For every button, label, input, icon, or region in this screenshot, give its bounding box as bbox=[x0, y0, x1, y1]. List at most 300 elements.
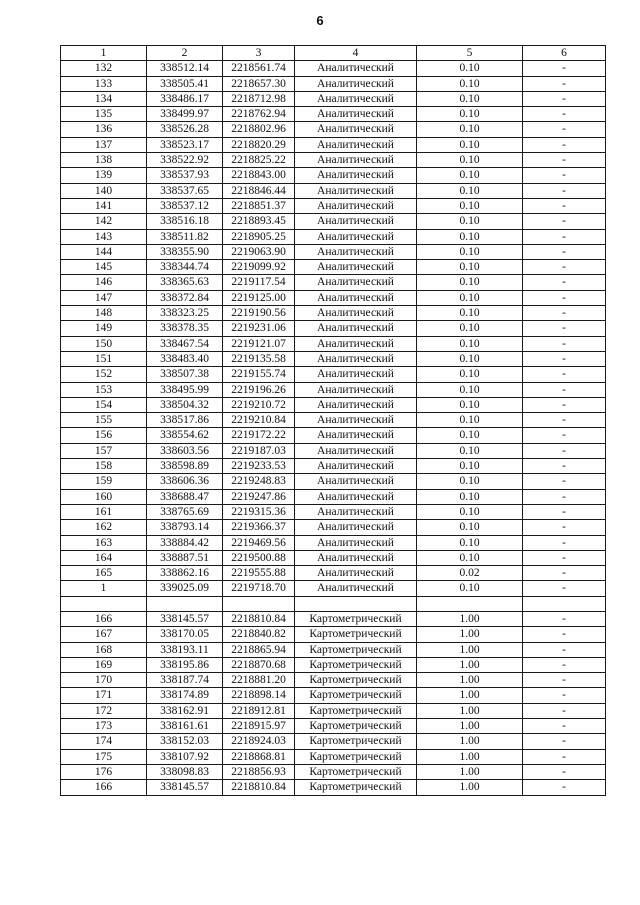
table-cell: 173 bbox=[61, 719, 147, 734]
table-cell: 135 bbox=[61, 107, 147, 122]
table-cell: 338483.40 bbox=[147, 351, 223, 366]
table-row bbox=[61, 596, 606, 611]
table-cell: 0.10 bbox=[417, 107, 523, 122]
table-cell: 338688.47 bbox=[147, 489, 223, 504]
table-row bbox=[61, 489, 606, 504]
table-cell: 338174.89 bbox=[147, 688, 223, 703]
table-cell bbox=[61, 596, 147, 611]
table-row bbox=[61, 183, 606, 198]
column-header: 4 bbox=[295, 46, 417, 61]
table-cell: 157 bbox=[61, 443, 147, 458]
table-cell: 2218865.94 bbox=[223, 642, 295, 657]
table-cell: 142 bbox=[61, 214, 147, 229]
table-cell: Аналитический bbox=[295, 581, 417, 596]
table-cell: 132 bbox=[61, 61, 147, 76]
table-cell: - bbox=[523, 535, 606, 550]
table-cell: Аналитический bbox=[295, 550, 417, 565]
table-cell: - bbox=[523, 459, 606, 474]
table-cell: 0.10 bbox=[417, 550, 523, 565]
table-cell: 338152.03 bbox=[147, 734, 223, 749]
table-cell: Картометрический bbox=[295, 764, 417, 779]
table-cell: 2218905.25 bbox=[223, 229, 295, 244]
table-cell: 338526.28 bbox=[147, 122, 223, 137]
table-cell: 160 bbox=[61, 489, 147, 504]
table-cell: 0.10 bbox=[417, 306, 523, 321]
table-cell: - bbox=[523, 397, 606, 412]
table-cell: 0.10 bbox=[417, 198, 523, 213]
table-cell: 172 bbox=[61, 703, 147, 718]
table-cell: 2218851.37 bbox=[223, 198, 295, 213]
table-cell: 338517.86 bbox=[147, 413, 223, 428]
table-cell: Аналитический bbox=[295, 367, 417, 382]
table-cell: 0.10 bbox=[417, 260, 523, 275]
table-cell bbox=[295, 596, 417, 611]
table-cell: 338355.90 bbox=[147, 244, 223, 259]
table-cell: 0.10 bbox=[417, 443, 523, 458]
table-cell: Аналитический bbox=[295, 61, 417, 76]
table-cell: 153 bbox=[61, 382, 147, 397]
table-cell: 1.00 bbox=[417, 688, 523, 703]
table-cell: - bbox=[523, 673, 606, 688]
table-cell: Аналитический bbox=[295, 214, 417, 229]
table-cell: 338098.83 bbox=[147, 764, 223, 779]
table-cell: 152 bbox=[61, 367, 147, 382]
table-cell: 2218843.00 bbox=[223, 168, 295, 183]
table-cell: Картометрический bbox=[295, 611, 417, 626]
table-cell: 162 bbox=[61, 520, 147, 535]
table-cell: 2218762.94 bbox=[223, 107, 295, 122]
table-cell: 0.10 bbox=[417, 520, 523, 535]
table-cell bbox=[523, 596, 606, 611]
table-cell: 338499.97 bbox=[147, 107, 223, 122]
table-cell: Картометрический bbox=[295, 749, 417, 764]
table-cell: - bbox=[523, 290, 606, 305]
table-cell: 338554.62 bbox=[147, 428, 223, 443]
table-cell: 169 bbox=[61, 657, 147, 672]
table-cell: 338537.12 bbox=[147, 198, 223, 213]
table-row bbox=[61, 244, 606, 259]
table-cell: - bbox=[523, 306, 606, 321]
table-row bbox=[61, 153, 606, 168]
table-row bbox=[61, 382, 606, 397]
column-header: 1 bbox=[61, 46, 147, 61]
table-cell: 2219187.03 bbox=[223, 443, 295, 458]
table-cell: Аналитический bbox=[295, 275, 417, 290]
table-cell: 136 bbox=[61, 122, 147, 137]
table-row bbox=[61, 351, 606, 366]
column-header: 6 bbox=[523, 46, 606, 61]
table-cell: 2218561.74 bbox=[223, 61, 295, 76]
table-row bbox=[61, 611, 606, 626]
table-cell: 338862.16 bbox=[147, 566, 223, 581]
table-cell: 1.00 bbox=[417, 749, 523, 764]
table-cell: - bbox=[523, 260, 606, 275]
table-row bbox=[61, 474, 606, 489]
table-cell: 338187.74 bbox=[147, 673, 223, 688]
table-cell: 143 bbox=[61, 229, 147, 244]
table-row bbox=[61, 168, 606, 183]
table-cell: - bbox=[523, 520, 606, 535]
table-cell: 2219231.06 bbox=[223, 321, 295, 336]
table-row bbox=[61, 459, 606, 474]
coordinates-table bbox=[60, 45, 606, 796]
table-cell: 0.10 bbox=[417, 137, 523, 152]
table-cell: 145 bbox=[61, 260, 147, 275]
table-cell: Аналитический bbox=[295, 153, 417, 168]
table-cell: 0.10 bbox=[417, 581, 523, 596]
table-cell: 339025.09 bbox=[147, 581, 223, 596]
table-cell: - bbox=[523, 367, 606, 382]
table-row bbox=[61, 550, 606, 565]
table-cell: Аналитический bbox=[295, 122, 417, 137]
table-cell: 338512.14 bbox=[147, 61, 223, 76]
table-cell: Аналитический bbox=[295, 504, 417, 519]
table-cell: 338107.92 bbox=[147, 749, 223, 764]
table-cell bbox=[147, 596, 223, 611]
table-cell: 2219366.37 bbox=[223, 520, 295, 535]
table-cell: 2218898.14 bbox=[223, 688, 295, 703]
table-cell: 338378.35 bbox=[147, 321, 223, 336]
table-row bbox=[61, 581, 606, 596]
table-cell: 1.00 bbox=[417, 627, 523, 642]
table-cell: 338161.61 bbox=[147, 719, 223, 734]
table-cell: Картометрический bbox=[295, 657, 417, 672]
table-cell: 338323.25 bbox=[147, 306, 223, 321]
table-cell: 338486.17 bbox=[147, 91, 223, 106]
table-cell: Аналитический bbox=[295, 321, 417, 336]
table-row bbox=[61, 214, 606, 229]
table-cell: 2219555.88 bbox=[223, 566, 295, 581]
table-cell bbox=[223, 596, 295, 611]
table-cell: 2219099.92 bbox=[223, 260, 295, 275]
table-cell: 133 bbox=[61, 76, 147, 91]
table-cell: - bbox=[523, 198, 606, 213]
table-cell: 338884.42 bbox=[147, 535, 223, 550]
table-cell: - bbox=[523, 107, 606, 122]
table-cell: 338507.38 bbox=[147, 367, 223, 382]
table-cell: Аналитический bbox=[295, 137, 417, 152]
table-cell: - bbox=[523, 566, 606, 581]
table-cell: 161 bbox=[61, 504, 147, 519]
table-cell: 1.00 bbox=[417, 703, 523, 718]
table-cell: 2218924.03 bbox=[223, 734, 295, 749]
table-cell: - bbox=[523, 229, 606, 244]
table-cell: 2219196.26 bbox=[223, 382, 295, 397]
table-cell: 338344.74 bbox=[147, 260, 223, 275]
table-cell: 2219135.58 bbox=[223, 351, 295, 366]
table-cell: 2218820.29 bbox=[223, 137, 295, 152]
table-cell: Картометрический bbox=[295, 627, 417, 642]
table-cell: 338793.14 bbox=[147, 520, 223, 535]
table-row bbox=[61, 734, 606, 749]
table-cell: Картометрический bbox=[295, 673, 417, 688]
table-cell: 2219121.07 bbox=[223, 336, 295, 351]
table-row bbox=[61, 122, 606, 137]
table-cell: 2218825.22 bbox=[223, 153, 295, 168]
table-cell: 166 bbox=[61, 611, 147, 626]
table-row bbox=[61, 673, 606, 688]
table-cell: 2219063.90 bbox=[223, 244, 295, 259]
table-cell: 174 bbox=[61, 734, 147, 749]
table-cell: - bbox=[523, 382, 606, 397]
table-cell: 338537.65 bbox=[147, 183, 223, 198]
table-cell: 0.10 bbox=[417, 321, 523, 336]
table-cell: - bbox=[523, 275, 606, 290]
table-row bbox=[61, 336, 606, 351]
table-cell: 134 bbox=[61, 91, 147, 106]
table-row bbox=[61, 413, 606, 428]
table-cell: 1.00 bbox=[417, 611, 523, 626]
table-cell: - bbox=[523, 780, 606, 795]
table-cell: 2218856.93 bbox=[223, 764, 295, 779]
table-cell: - bbox=[523, 703, 606, 718]
table-cell: Аналитический bbox=[295, 76, 417, 91]
table-cell: 0.10 bbox=[417, 535, 523, 550]
table-cell: 138 bbox=[61, 153, 147, 168]
table-cell: 2219233.53 bbox=[223, 459, 295, 474]
table-row bbox=[61, 397, 606, 412]
table-cell: 2218810.84 bbox=[223, 611, 295, 626]
table-cell: 338511.82 bbox=[147, 229, 223, 244]
table-cell: 0.10 bbox=[417, 244, 523, 259]
table-cell: 2219210.72 bbox=[223, 397, 295, 412]
table-cell: - bbox=[523, 122, 606, 137]
table-row bbox=[61, 260, 606, 275]
table-cell: 338145.57 bbox=[147, 611, 223, 626]
table-cell: - bbox=[523, 428, 606, 443]
table-cell: 2218657.30 bbox=[223, 76, 295, 91]
table-cell: Аналитический bbox=[295, 566, 417, 581]
table-cell: 151 bbox=[61, 351, 147, 366]
table-cell: 2219117.54 bbox=[223, 275, 295, 290]
table-cell: 2218870.68 bbox=[223, 657, 295, 672]
table-body bbox=[61, 61, 606, 795]
table-cell: 164 bbox=[61, 550, 147, 565]
table-cell: 155 bbox=[61, 413, 147, 428]
table-cell: 175 bbox=[61, 749, 147, 764]
table-cell: 338505.41 bbox=[147, 76, 223, 91]
column-header: 2 bbox=[147, 46, 223, 61]
table-cell: 0.10 bbox=[417, 76, 523, 91]
table-row bbox=[61, 290, 606, 305]
table-cell: - bbox=[523, 183, 606, 198]
table-cell: Аналитический bbox=[295, 244, 417, 259]
table-cell: - bbox=[523, 611, 606, 626]
table-cell: - bbox=[523, 443, 606, 458]
page-number: 6 bbox=[316, 13, 324, 28]
table-cell: 156 bbox=[61, 428, 147, 443]
table-cell: 338495.99 bbox=[147, 382, 223, 397]
table-cell: - bbox=[523, 321, 606, 336]
table-row bbox=[61, 520, 606, 535]
table-cell: 338195.86 bbox=[147, 657, 223, 672]
table-cell: 148 bbox=[61, 306, 147, 321]
table-cell: 165 bbox=[61, 566, 147, 581]
table-cell: 0.10 bbox=[417, 214, 523, 229]
table-cell: - bbox=[523, 719, 606, 734]
table-cell: Картометрический bbox=[295, 703, 417, 718]
table-cell: Аналитический bbox=[295, 229, 417, 244]
table-cell: 2219172.22 bbox=[223, 428, 295, 443]
column-header: 3 bbox=[223, 46, 295, 61]
table-cell: Картометрический bbox=[295, 642, 417, 657]
table-cell: 1 bbox=[61, 581, 147, 596]
table-row bbox=[61, 627, 606, 642]
table-cell: Аналитический bbox=[295, 260, 417, 275]
table-cell: 1.00 bbox=[417, 673, 523, 688]
table-cell: 0.10 bbox=[417, 153, 523, 168]
table-row bbox=[61, 780, 606, 795]
table-cell: - bbox=[523, 657, 606, 672]
table-row bbox=[61, 535, 606, 550]
table-cell: 2218912.81 bbox=[223, 703, 295, 718]
table-cell: - bbox=[523, 550, 606, 565]
table-cell: - bbox=[523, 214, 606, 229]
table-cell bbox=[417, 596, 523, 611]
table-cell: 159 bbox=[61, 474, 147, 489]
table-cell: 167 bbox=[61, 627, 147, 642]
table-row bbox=[61, 229, 606, 244]
table-row bbox=[61, 443, 606, 458]
table-cell: 0.10 bbox=[417, 336, 523, 351]
table-row bbox=[61, 91, 606, 106]
table-cell: 1.00 bbox=[417, 657, 523, 672]
table-cell: 338765.69 bbox=[147, 504, 223, 519]
table-cell: 0.10 bbox=[417, 61, 523, 76]
table-cell: 2219155.74 bbox=[223, 367, 295, 382]
table-cell: 2219190.56 bbox=[223, 306, 295, 321]
table-cell: 338145.57 bbox=[147, 780, 223, 795]
table-cell: 2219248.83 bbox=[223, 474, 295, 489]
table-cell: 2219718.70 bbox=[223, 581, 295, 596]
table-cell: Аналитический bbox=[295, 535, 417, 550]
table-cell: - bbox=[523, 153, 606, 168]
table-row bbox=[61, 504, 606, 519]
table-cell: 338522.92 bbox=[147, 153, 223, 168]
table-cell: - bbox=[523, 351, 606, 366]
table-cell: 0.10 bbox=[417, 275, 523, 290]
column-header: 5 bbox=[417, 46, 523, 61]
table-cell: 2218840.82 bbox=[223, 627, 295, 642]
table-cell: - bbox=[523, 504, 606, 519]
table-cell: 163 bbox=[61, 535, 147, 550]
table-row bbox=[61, 198, 606, 213]
table-cell: - bbox=[523, 749, 606, 764]
table-cell: 137 bbox=[61, 137, 147, 152]
table-cell: - bbox=[523, 688, 606, 703]
table-cell: Аналитический bbox=[295, 428, 417, 443]
table-cell: 2218881.20 bbox=[223, 673, 295, 688]
table-cell: 1.00 bbox=[417, 719, 523, 734]
table-row bbox=[61, 76, 606, 91]
table-cell: 338467.54 bbox=[147, 336, 223, 351]
table-row bbox=[61, 749, 606, 764]
table-cell: Картометрический bbox=[295, 719, 417, 734]
table-row bbox=[61, 306, 606, 321]
table-cell: 1.00 bbox=[417, 734, 523, 749]
table-cell: 147 bbox=[61, 290, 147, 305]
table-cell: Картометрический bbox=[295, 780, 417, 795]
table-cell: 150 bbox=[61, 336, 147, 351]
table-cell: 149 bbox=[61, 321, 147, 336]
table-cell: 168 bbox=[61, 642, 147, 657]
table-cell: 158 bbox=[61, 459, 147, 474]
table-cell: 338365.63 bbox=[147, 275, 223, 290]
table-cell: - bbox=[523, 91, 606, 106]
table-cell: - bbox=[523, 581, 606, 596]
table-cell: 2218915.97 bbox=[223, 719, 295, 734]
table-cell: 141 bbox=[61, 198, 147, 213]
table-row bbox=[61, 764, 606, 779]
table-row bbox=[61, 703, 606, 718]
table-cell: 338162.91 bbox=[147, 703, 223, 718]
table-cell: 139 bbox=[61, 168, 147, 183]
table-row bbox=[61, 657, 606, 672]
table-cell: - bbox=[523, 76, 606, 91]
table-cell: 2218846.44 bbox=[223, 183, 295, 198]
table-cell: - bbox=[523, 336, 606, 351]
table-cell: 0.10 bbox=[417, 351, 523, 366]
table-cell: Аналитический bbox=[295, 107, 417, 122]
table-cell: 2218712.98 bbox=[223, 91, 295, 106]
table-cell: 338516.18 bbox=[147, 214, 223, 229]
table-cell: 2218810.84 bbox=[223, 780, 295, 795]
table-cell: 0.02 bbox=[417, 566, 523, 581]
table-cell: 0.10 bbox=[417, 91, 523, 106]
table-cell: 2219469.56 bbox=[223, 535, 295, 550]
table-cell: 166 bbox=[61, 780, 147, 795]
table-cell: 1.00 bbox=[417, 642, 523, 657]
header-row bbox=[61, 46, 606, 61]
table-cell: Аналитический bbox=[295, 413, 417, 428]
table-cell: 338598.89 bbox=[147, 459, 223, 474]
table-cell: 0.10 bbox=[417, 229, 523, 244]
table-cell: - bbox=[523, 474, 606, 489]
table-header bbox=[61, 46, 606, 61]
table-cell: 338504.32 bbox=[147, 397, 223, 412]
table-cell: 338523.17 bbox=[147, 137, 223, 152]
table-cell: 0.10 bbox=[417, 504, 523, 519]
table-cell: Аналитический bbox=[295, 459, 417, 474]
table-cell: 338887.51 bbox=[147, 550, 223, 565]
table-row bbox=[61, 566, 606, 581]
table-row bbox=[61, 107, 606, 122]
table-row bbox=[61, 719, 606, 734]
table-cell: 0.10 bbox=[417, 489, 523, 504]
table-row bbox=[61, 275, 606, 290]
table-cell: 0.10 bbox=[417, 367, 523, 382]
table-cell: 2219315.36 bbox=[223, 504, 295, 519]
table-row bbox=[61, 688, 606, 703]
table-cell: Аналитический bbox=[295, 336, 417, 351]
table-cell: Аналитический bbox=[295, 397, 417, 412]
table-cell: 338170.05 bbox=[147, 627, 223, 642]
table-cell: 154 bbox=[61, 397, 147, 412]
table-cell: 2219125.00 bbox=[223, 290, 295, 305]
table-cell: Аналитический bbox=[295, 382, 417, 397]
table-cell: 338603.56 bbox=[147, 443, 223, 458]
table-cell: Картометрический bbox=[295, 734, 417, 749]
table-row bbox=[61, 428, 606, 443]
table-cell: 2219247.86 bbox=[223, 489, 295, 504]
table-cell: 338537.93 bbox=[147, 168, 223, 183]
table-cell: - bbox=[523, 413, 606, 428]
table-cell: 1.00 bbox=[417, 780, 523, 795]
table-cell: 2218868.81 bbox=[223, 749, 295, 764]
table-cell: - bbox=[523, 489, 606, 504]
table-cell: 146 bbox=[61, 275, 147, 290]
table-cell: Аналитический bbox=[295, 91, 417, 106]
